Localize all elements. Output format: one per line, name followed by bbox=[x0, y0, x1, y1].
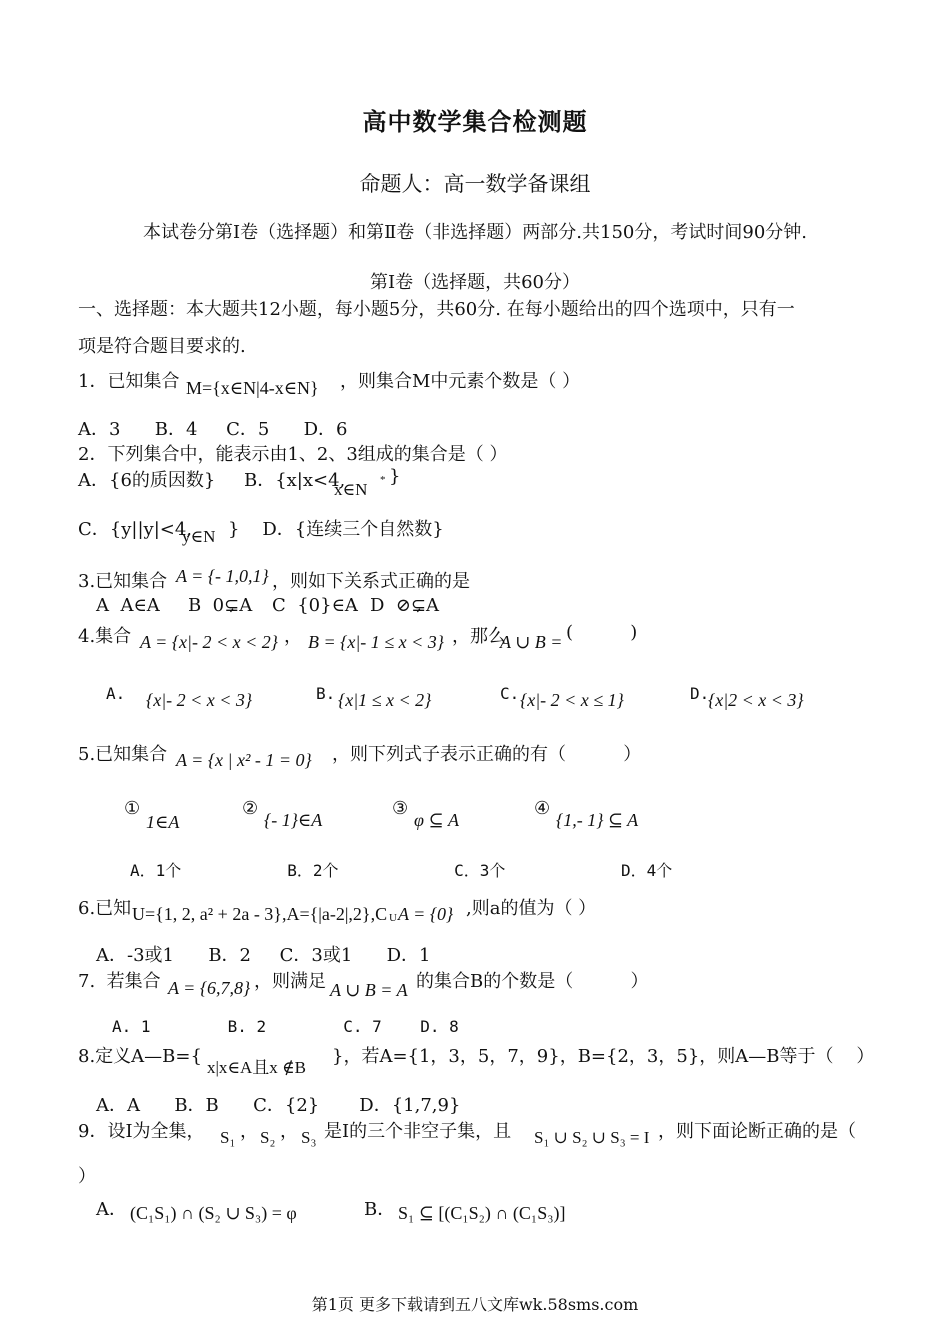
q9-close-paren: ） bbox=[78, 1166, 96, 1187]
author-line: 命题人：高一数学备课组 bbox=[359, 172, 591, 196]
q7-stem-mid: ，则满足 bbox=[254, 971, 326, 992]
q5-item-3: φ ⊆ A bbox=[414, 810, 460, 830]
q5-circle-4: ④ bbox=[534, 798, 551, 819]
q4-stem-mid: ，那么 bbox=[452, 626, 506, 647]
q5-circle-2: ② bbox=[242, 798, 259, 819]
q2-option-b-sup: * bbox=[380, 474, 386, 486]
q2-option-c: C．{y||y|<4, bbox=[78, 519, 193, 540]
q3-stem-end: ，则如下关系式正确的是 bbox=[272, 571, 470, 592]
q2-option-b-math: x∈N bbox=[334, 480, 368, 499]
q9-stem-end: ，则下面论断正确的是（ bbox=[658, 1121, 856, 1142]
q9-stem-mid: 是I的三个非空子集，且 bbox=[324, 1121, 512, 1142]
page-footer: 第1页 更多下载请到五八文库wk.58sms.com bbox=[311, 1295, 639, 1314]
q4-option-b-label: B. bbox=[316, 684, 336, 703]
q9-option-b-label: B． bbox=[364, 1199, 396, 1220]
q5-item-4: {1,- 1} ⊆ A bbox=[556, 810, 639, 830]
q1-math: M={x∈N|4-x∈N} bbox=[186, 378, 319, 398]
intro-text: 本试卷分第Ⅰ卷（选择题）和第Ⅱ卷（非选择题）两部分.共150分，考试时间90分钟. bbox=[142, 222, 808, 243]
q5-stem-end: ，则下列式子表示正确的有（ ） bbox=[332, 744, 642, 765]
q4-option-d-label: D. bbox=[690, 684, 710, 703]
q9-stem-start: 9．设I为全集， bbox=[78, 1121, 205, 1142]
q6-math-end: A = {0} bbox=[398, 904, 454, 924]
q5-circle-3: ③ bbox=[392, 798, 409, 819]
q3-option-d: D ⊘⊊A bbox=[370, 595, 440, 616]
q2-option-b-end: } bbox=[389, 466, 401, 487]
q7-options: A. 1 B. 2 C. 7 D. 8 bbox=[112, 1017, 459, 1036]
q4-sep: ， bbox=[284, 626, 302, 647]
section-heading-cont: 项是符合题目要求的. bbox=[78, 336, 246, 357]
q5-circle-1: ① bbox=[124, 798, 141, 819]
q4-option-d: {x|2 < x < 3} bbox=[708, 690, 804, 710]
q6-stem-start: 6.已知 bbox=[78, 898, 132, 919]
q2-option-a-b: A．{6的质因数} B．{x|x<4, bbox=[78, 470, 346, 491]
q6-options: A．-3或1 B．2 C．3或1 D．1 bbox=[96, 945, 431, 966]
q3-stem-start: 3.已知集合 bbox=[78, 571, 168, 592]
q5-stem-start: 5.已知集合 bbox=[78, 744, 168, 765]
q4-set-a: A = {x|- 2 < x < 2} bbox=[140, 632, 278, 652]
q7-math2: A ∪ B = A bbox=[330, 980, 408, 1000]
q3-option-c: C {0}∈A bbox=[272, 595, 358, 616]
q8-stem-start: 8.定义A—B={ bbox=[78, 1046, 202, 1067]
q6-stem-end: ,则a的值为（ ） bbox=[466, 898, 597, 919]
q5-math: A = {x | x² - 1 = 0} bbox=[176, 750, 312, 770]
q3-option-a: A A∈A bbox=[96, 595, 160, 616]
q5-item-1: 1∈A bbox=[146, 812, 180, 832]
q8-math: x|x∈A且x ∉B bbox=[207, 1058, 306, 1077]
q1-stem-start: 1．已知集合 bbox=[78, 371, 180, 392]
q8-stem-end: }，若A={1，3，5，7，9}，B={2，3，5}，则A—B等于（ ） bbox=[332, 1046, 875, 1067]
q6-math-sub: U bbox=[389, 912, 397, 924]
part1-heading: 第Ⅰ卷（选择题，共60分） bbox=[369, 272, 580, 293]
q9-s2: S₂ bbox=[260, 1128, 276, 1147]
q9-comma1: ， bbox=[240, 1121, 258, 1142]
q9-option-b: S₁ ⊆ [(C₁S₂) ∩ (C₁S₃)] bbox=[398, 1203, 566, 1223]
q5-options: A．1个 B．2个 C．3个 D．4个 bbox=[130, 861, 673, 880]
q2-option-c-d: } D．{连续三个自然数} bbox=[228, 519, 444, 540]
q9-comma2: ， bbox=[280, 1121, 298, 1142]
q4-option-a: {x|- 2 < x < 3} bbox=[146, 690, 253, 710]
q3-option-b: B 0⊊A bbox=[188, 595, 253, 616]
q4-option-b: {x|1 ≤ x < 2} bbox=[338, 690, 432, 710]
q4-option-a-label: A. bbox=[106, 684, 126, 703]
q6-math: U={1, 2, a² + 2a - 3},A={|a-2|,2},C bbox=[132, 904, 388, 924]
q9-option-a: (C₁S₁) ∩ (S₂ ∪ S₃) = φ bbox=[130, 1203, 297, 1223]
q8-options: A．A B．B C．{2} D．{1,7,9} bbox=[96, 1095, 461, 1116]
q9-math: S₁ ∪ S₂ ∪ S₃ = I bbox=[534, 1128, 650, 1147]
q9-s1: S₁ bbox=[220, 1128, 236, 1147]
q7-stem-end: 的集合B的个数是（ ） bbox=[416, 971, 649, 992]
q4-paren: ( ) bbox=[566, 622, 638, 643]
q2-stem: 2．下列集合中，能表示由1、2、3组成的集合是（ ） bbox=[78, 444, 508, 465]
section-heading: 一、选择题：本大题共12小题，每小题5分，共60分. 在每小题给出的四个选项中，只有一 bbox=[78, 299, 795, 320]
q3-math: A = {- 1,0,1} bbox=[176, 566, 269, 586]
q4-option-c-label: C. bbox=[500, 684, 520, 703]
q4-set-b: B = {x|- 1 ≤ x < 3} bbox=[308, 632, 444, 652]
q9-s3: S₃ bbox=[301, 1128, 317, 1147]
q4-union: A ∪ B = bbox=[500, 632, 563, 652]
q2-option-c-math: y∈N bbox=[182, 527, 216, 546]
page-title: 高中数学集合检测题 bbox=[362, 107, 588, 136]
q7-stem-start: 7. 若集合 bbox=[78, 971, 161, 992]
q7-math: A = {6,7,8} bbox=[168, 978, 251, 998]
q4-option-c: {x|- 2 < x ≤ 1} bbox=[520, 690, 624, 710]
q1-stem-end: ，则集合M中元素个数是（ ） bbox=[340, 371, 581, 392]
q1-options: A．3 B．4 C．5 D．6 bbox=[78, 419, 348, 440]
q9-option-a-label: A． bbox=[96, 1199, 127, 1220]
q4-stem-start: 4.集合 bbox=[78, 626, 132, 647]
q5-item-2: {- 1}∈A bbox=[264, 810, 323, 830]
